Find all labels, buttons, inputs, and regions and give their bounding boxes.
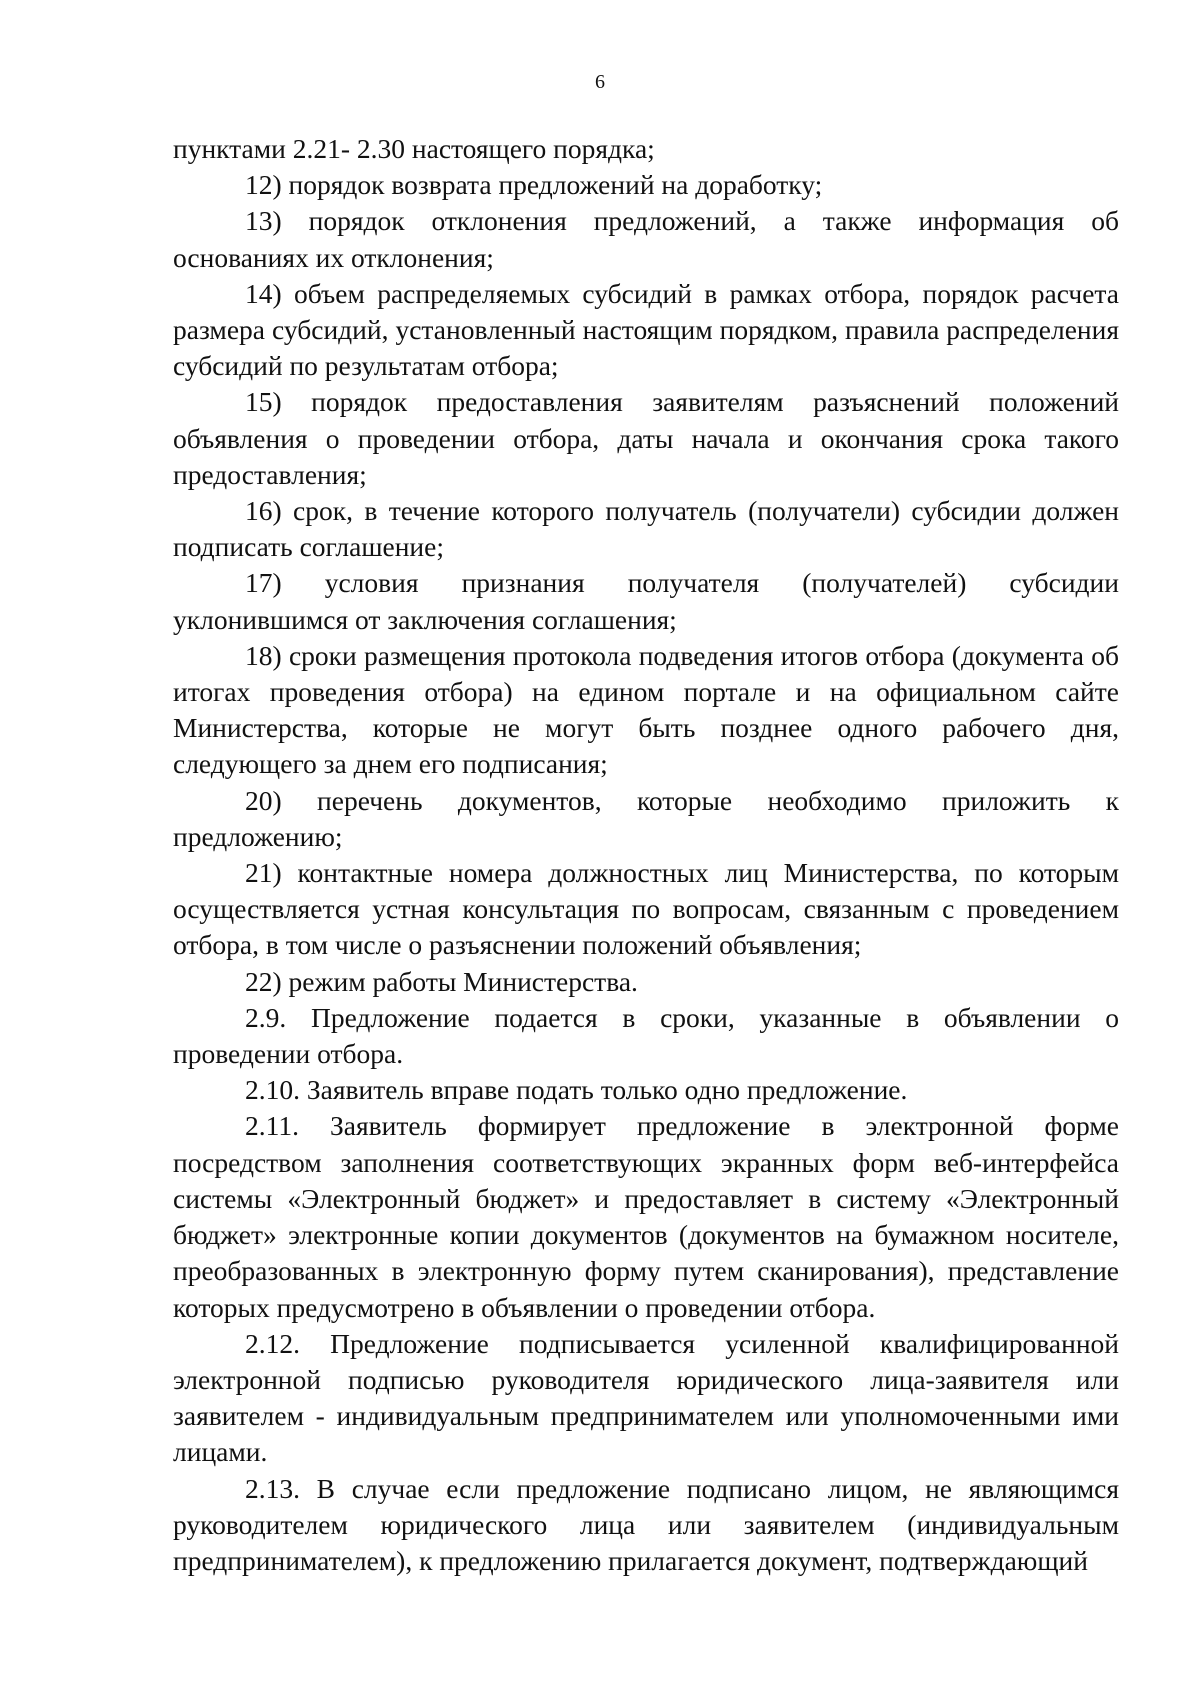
list-item-18: 18) сроки размещения протокола подведения итогов отбора (документа об итогах проведения отбора) на едином портале и на официальном сайте Министерства, которые не могут быть позднее одного рабочего дня, следующего за днем его подписания; [173,639,1119,780]
list-item-14: 14) объем распределяемых субсидий в рамках отбора, порядок расчета размера субсидий, установленный настоящим порядком, правила распределения субсидий по результатам отбора; [173,277,1119,382]
clause-2-13: 2.13. В случае если предложение подписано лицом, не являющимся руководителем юридического лица или заявителем (индивидуальным предпринимателем), к предложению прилагается документ, подтверждающий [173,1472,1119,1576]
document-body [173,131,1119,1579]
list-item-16: 16) срок, в течение которого получатель (получатели) субсидии должен подписать соглашение; [173,495,1119,563]
list-item-17: 17) условия признания получателя (получателей) субсидии уклонившимся от заключения соглашения; [173,567,1119,635]
list-item-13: 13) порядок отклонения предложений, а также информация об основаниях их отклонения; [173,205,1119,273]
list-item-20: 20) перечень документов, которые необходимо приложить к предложению; [173,784,1119,852]
clause-2-9: 2.9. Предложение подается в сроки, указанные в объявлении о проведении отбора. [173,1001,1119,1070]
list-item-12: 12) порядок возврата предложений на доработку; [245,169,823,201]
clause-2-10: 2.10. Заявитель вправе подать только одно предложение. [245,1074,908,1106]
paragraph-continuation: пунктами 2.21- 2.30 настоящего порядка; [173,133,655,164]
clause-2-12: 2.12. Предложение подписывается усиленной квалифицированной электронной подписью руководителя юридического лица-заявителя или заявителем - индивидуальным предпринимателем или уполномоченными ими лицами. [173,1327,1119,1468]
list-item-22: 22) режим работы Министерства. [245,965,638,997]
list-item-15: 15) порядок предоставления заявителям разъяснений положений объявления о проведении отбора, даты начала и окончания срока такого предоставления; [173,386,1119,490]
clause-2-11: 2.11. Заявитель формирует предложение в электронной форме посредством заполнения соответствующих экранных форм веб-интерфейса системы «Электронный бюджет» и предоставляет в систему «Электронный бюджет» электронные копии документов (документов на бумажном носителе, преобразованных в электронную форму путем сканирования), представление которых предусмотрено в объявлении о проведении отбора. [173,1110,1119,1323]
page-number: 6 [595,71,605,93]
list-item-21: 21) контактные номера должностных лиц Министерства, по которым осуществляется устная консультация по вопросам, связанным с проведением отбора, в том числе о разъяснении положений объявления; [173,857,1119,961]
